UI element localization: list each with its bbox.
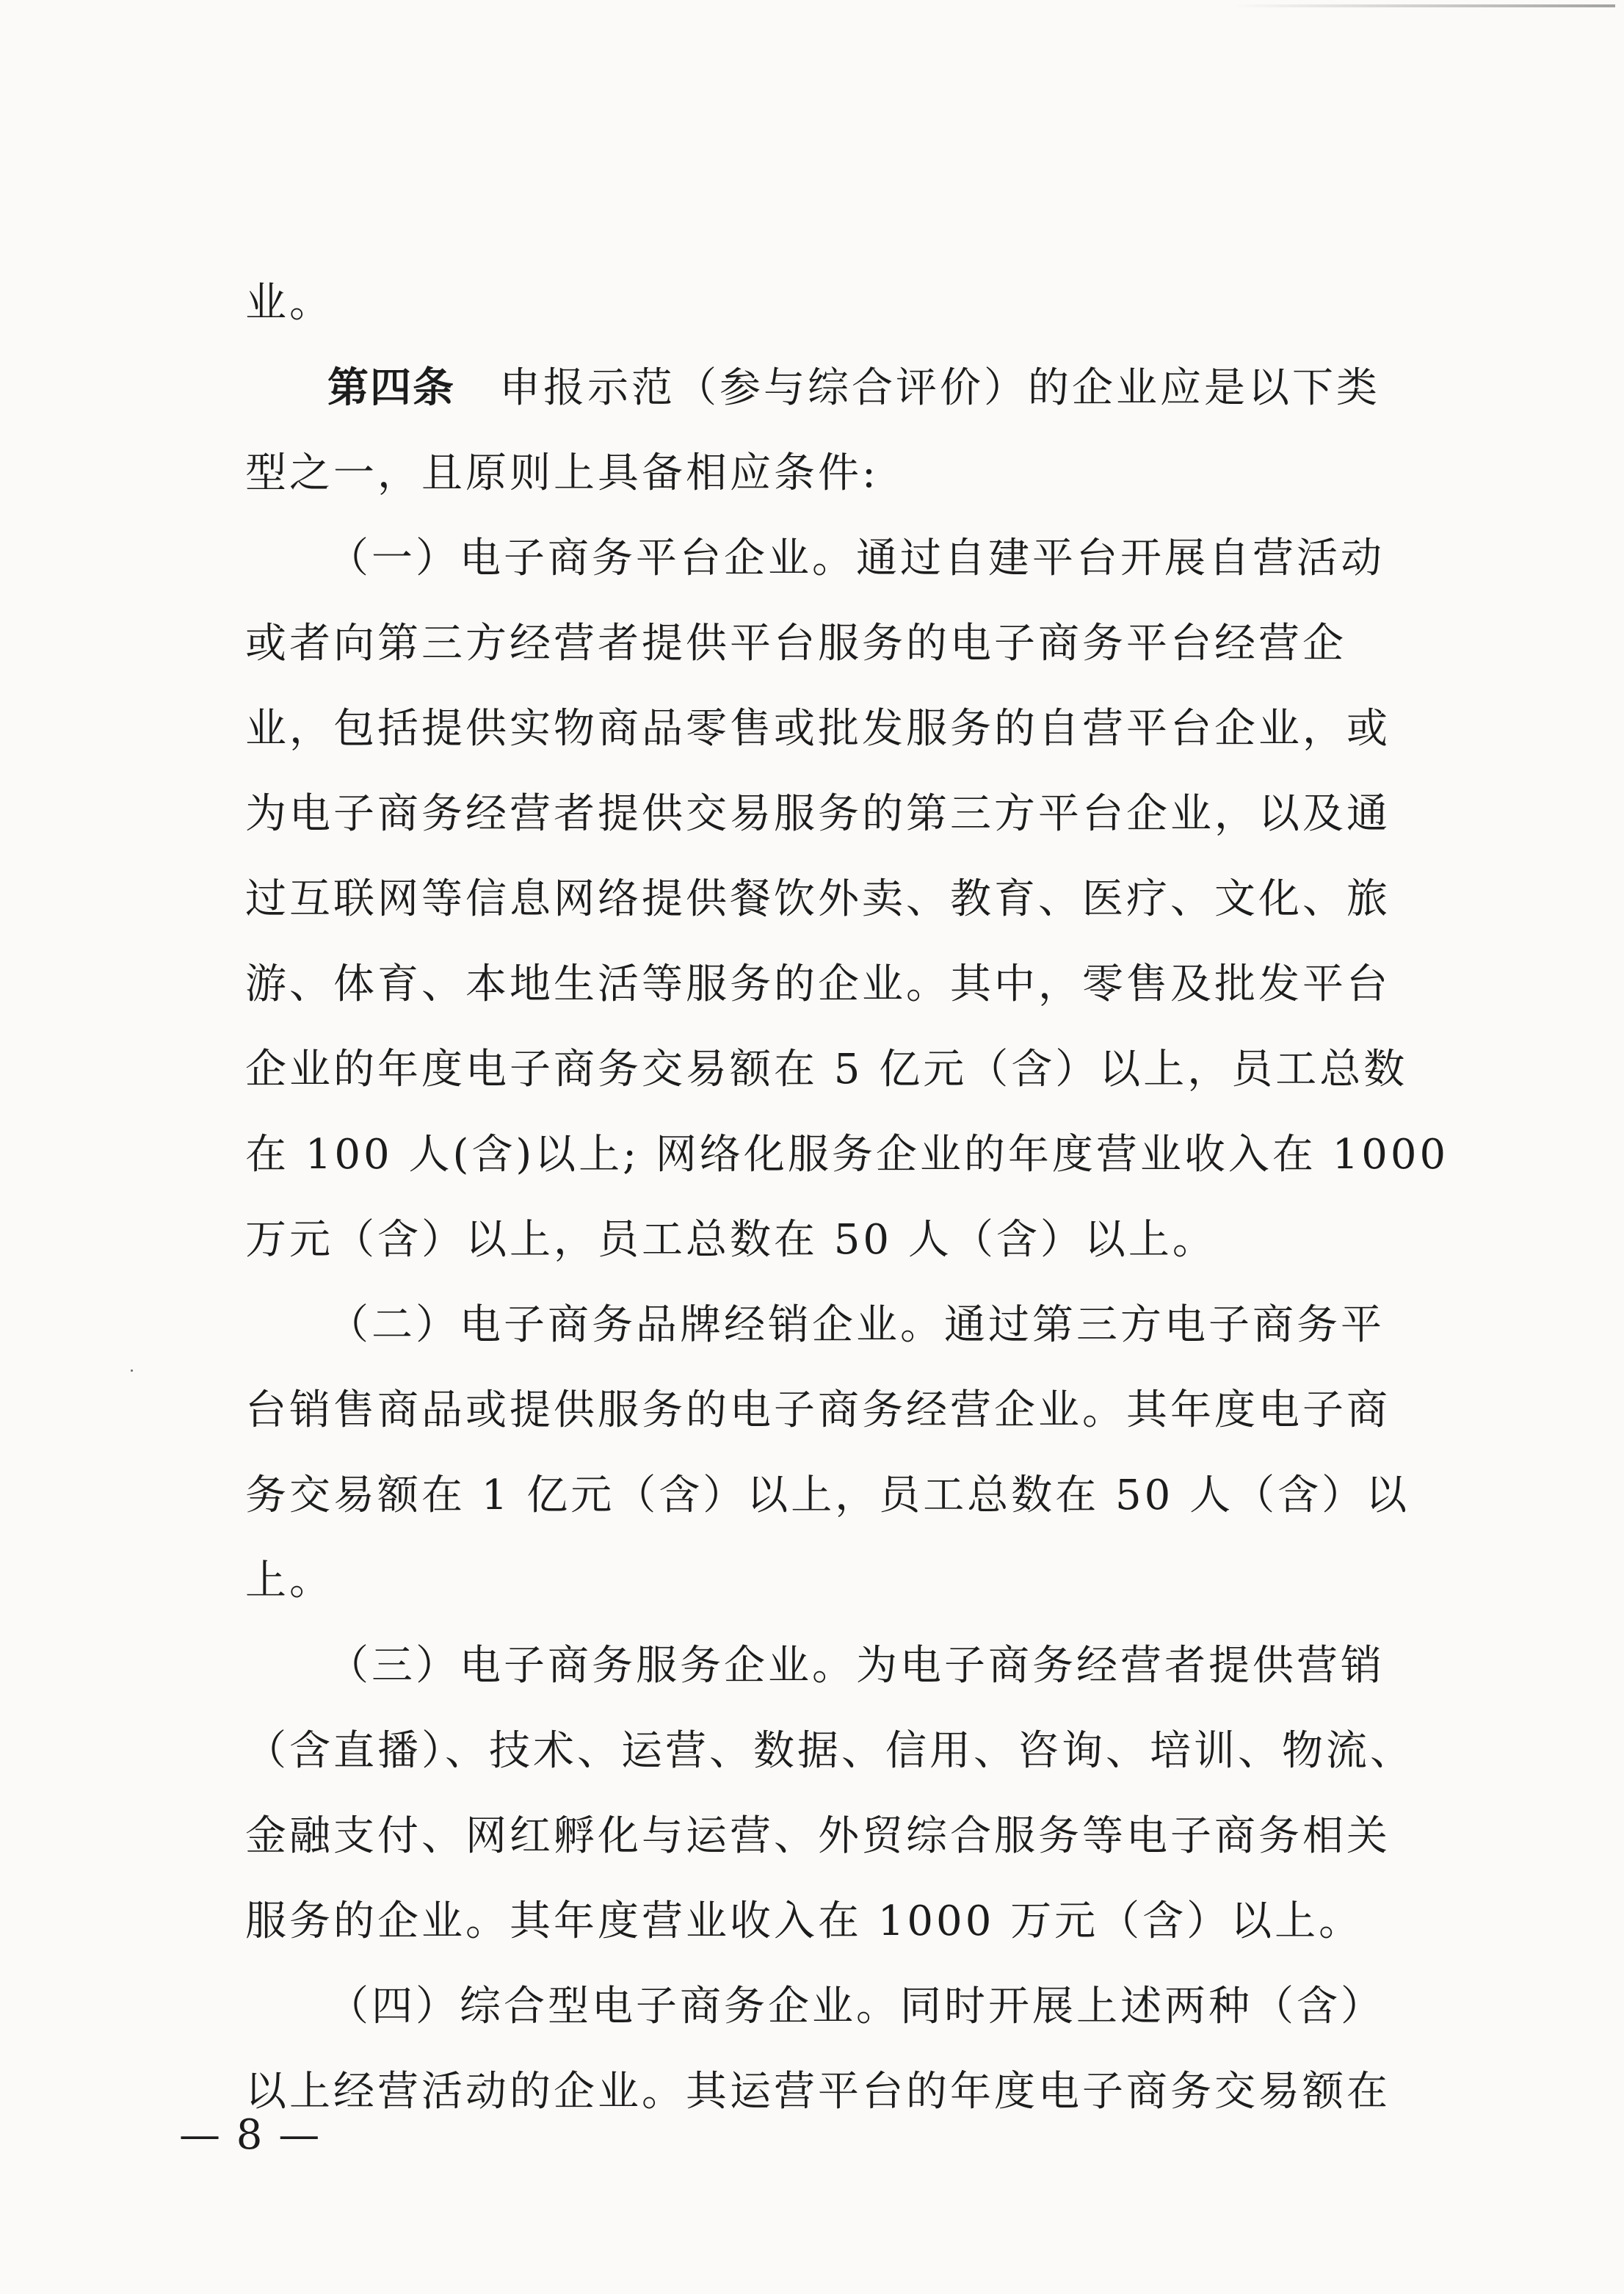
scan-speck bbox=[131, 1369, 133, 1372]
paragraph-item-1 bbox=[245, 516, 1449, 1283]
scan-edge-shadow bbox=[1233, 4, 1615, 7]
article-line: 型之一，且原则上具备相应条件: bbox=[245, 449, 879, 497]
continuation-line: 业。 bbox=[245, 279, 333, 327]
paragraph-line: 过互联网等信息网络提供餐饮外卖、教育、医疗、文化、旅 bbox=[245, 875, 1391, 923]
paragraph-line: 以上经营活动的企业。其运营平台的年度电子商务交易额在 bbox=[245, 2068, 1391, 2116]
paragraph-line: 万元（含）以上，员工总数在 50 人（含）以上。 bbox=[245, 1216, 1217, 1264]
article-text: 申报示范（参与综合评价）的企业应是以下类 bbox=[499, 364, 1380, 412]
paragraph-line: 企业的年度电子商务交易额在 5 亿元（含）以上，员工总数 bbox=[245, 1046, 1408, 1093]
paragraph-line: （二）电子商务品牌经销企业。通过第三方电子商务平 bbox=[327, 1301, 1385, 1349]
document-body bbox=[245, 261, 1449, 2135]
paragraph-line: 或者向第三方经营者提供平台服务的电子商务平台经营企 bbox=[245, 620, 1346, 667]
article-heading: 第四条 bbox=[327, 364, 455, 412]
paragraph-line: 台销售商品或提供服务的电子商务经营企业。其年度电子商 bbox=[245, 1386, 1391, 1434]
paragraph-item-4 bbox=[245, 1964, 1391, 2135]
paragraph-item-3 bbox=[245, 1624, 1414, 1964]
paragraph-line: 在 100 人(含)以上; 网络化服务企业的年度营业收入在 1000 bbox=[245, 1131, 1449, 1179]
paragraph-line: 为电子商务经营者提供交易服务的第三方平台企业，以及通 bbox=[245, 790, 1391, 838]
paragraph-line: （三）电子商务服务企业。为电子商务经营者提供营销 bbox=[327, 1642, 1385, 1690]
paragraph-line: （含直播）、技术、运营、数据、信用、咨询、培训、物流、 bbox=[245, 1727, 1414, 1775]
article-four bbox=[245, 346, 1380, 516]
article-line bbox=[245, 346, 1380, 431]
paragraph-line: 游、体育、本地生活等服务的企业。其中，零售及批发平台 bbox=[245, 960, 1391, 1008]
paragraph-line: （一）电子商务平台企业。通过自建平台开展自营活动 bbox=[327, 535, 1385, 582]
paragraph-line: （四）综合型电子商务企业。同时开展上述两种（含） bbox=[327, 1983, 1385, 2030]
paragraph-line: 金融支付、网红孵化与运营、外贸综合服务等电子商务相关 bbox=[245, 1812, 1391, 1860]
paragraph-line: 服务的企业。其年度营业收入在 1000 万元（含）以上。 bbox=[245, 1897, 1363, 1945]
page-number: — 8 — bbox=[179, 2111, 322, 2159]
paragraph-item-2 bbox=[245, 1283, 1410, 1624]
paragraph-line: 业，包括提供实物商品零售或批发服务的自营平台企业，或 bbox=[245, 705, 1391, 753]
paragraph-line: 务交易额在 1 亿元（含）以上，员工总数在 50 人（含）以 bbox=[245, 1472, 1410, 1519]
paragraph-line: 上。 bbox=[245, 1557, 333, 1604]
